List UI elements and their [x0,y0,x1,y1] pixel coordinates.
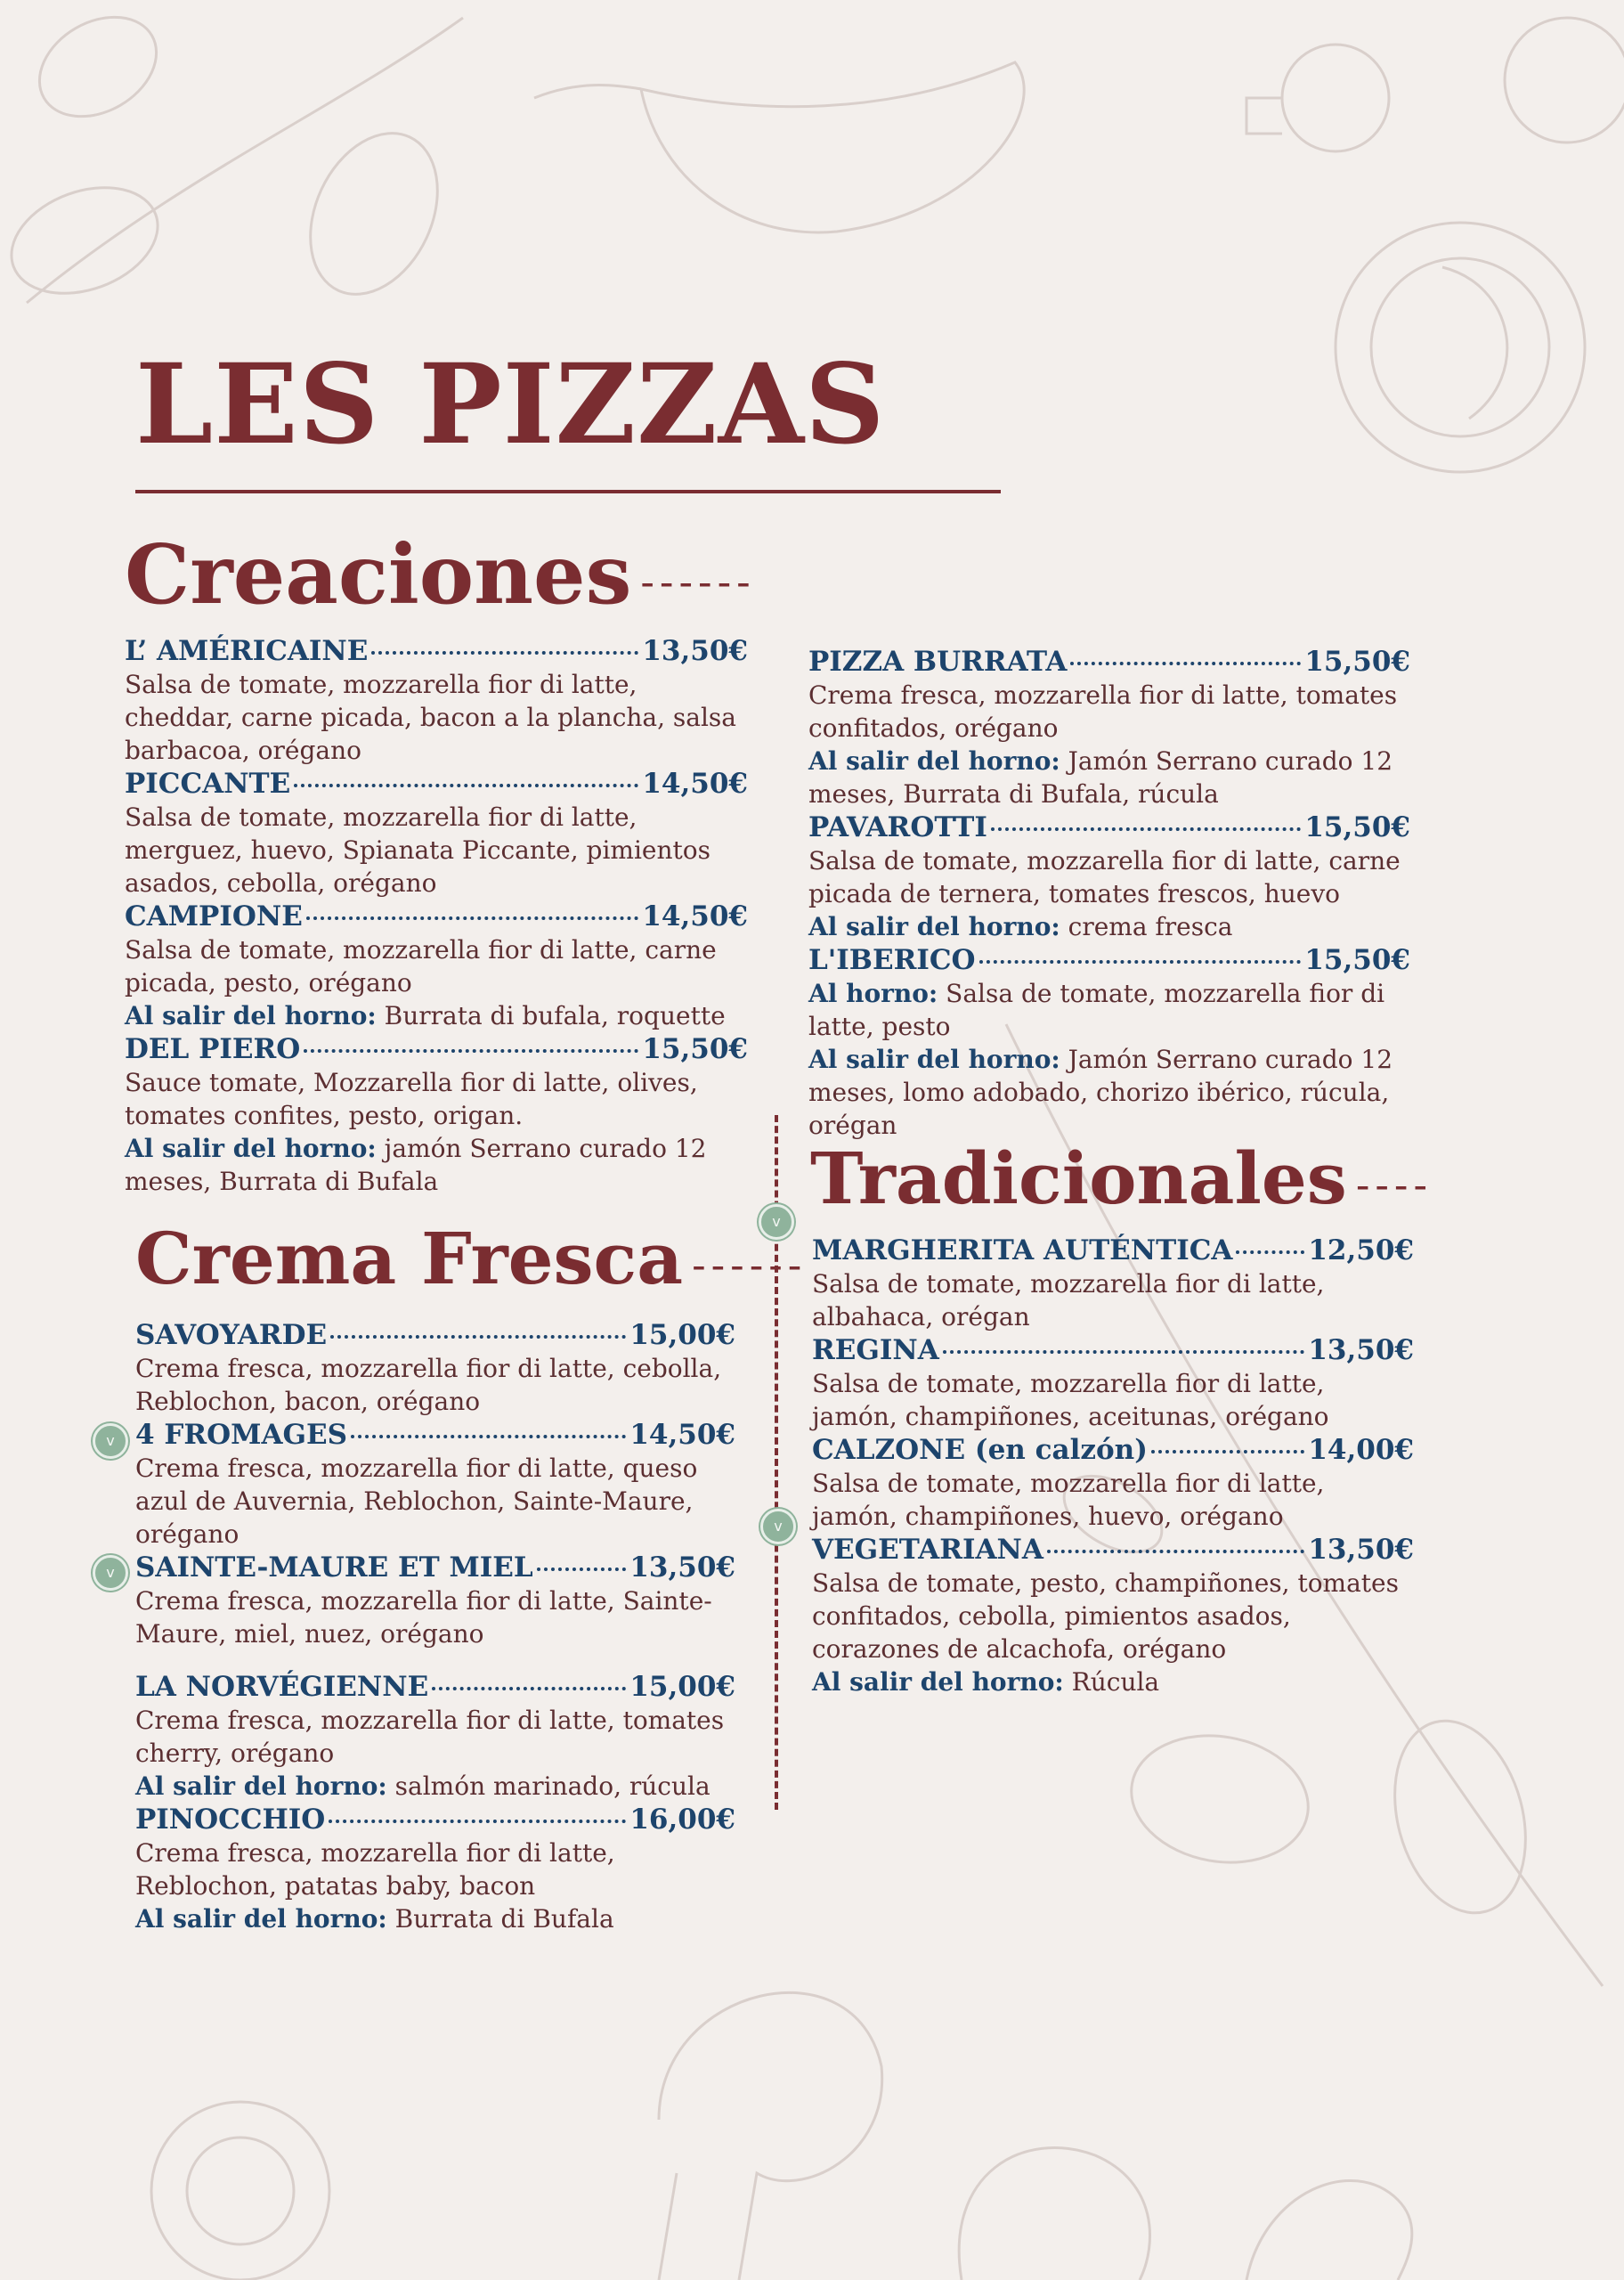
creaciones-list [125,634,748,1198]
tradicionales-list [812,1234,1414,1698]
item-description: Crema fresca, mozzarella fior di latte, Reblochon, patatas baby, bacon [135,1838,615,1901]
after-oven-note [135,1902,735,1935]
menu-item-piccante [125,767,748,900]
leader-dots [991,827,1301,831]
menu-item-americaine [125,634,748,767]
after-oven-text: jamón Serrano curado 12 meses, Burrata di Bufala [125,1134,707,1196]
vegetarian-leaf-icon: v [760,1509,796,1544]
after-oven-text: Burrata di bufala, roquette [384,1001,726,1030]
after-oven-label: Al salir del horno: [812,1667,1064,1697]
section-heading-crema-fresca [135,1209,807,1314]
item-price: 13,50€ [642,635,748,667]
item-description: Salsa de tomate, mozzarella fior di latte, carne picada, pesto, orégano [125,935,717,998]
menu-item-sainte-maure-et-miel [135,1551,735,1650]
menu-item-calzone [812,1433,1414,1533]
vegetarian-leaf-icon: v [93,1423,128,1459]
after-oven-text: Jamón Serrano curado 12 meses, Burrata di Bufala, rúcula [808,746,1393,809]
item-name: LA NORVÉGIENNE [135,1671,429,1703]
after-oven-label: Al salir del horno: [808,1045,1060,1074]
menu-item-la-norvegienne [135,1670,735,1803]
menu-item-4-fromages [135,1418,735,1551]
item-description: Crema fresca, mozzarella fior di latte, tomates cherry, orégano [135,1706,725,1768]
menu-item-pavarotti [808,810,1410,943]
after-oven-label: Al salir del horno: [135,1771,387,1801]
leader-dots [329,1820,626,1823]
item-name: SAINTE-MAURE ET MIEL [135,1551,533,1584]
after-oven-label: Al salir del horno: [135,1904,387,1934]
page-title: LES PIZZAS [135,340,886,469]
item-description: Sauce tomate, Mozzarella fior di latte, olives, tomates confites, pesto, origan. [125,1068,698,1130]
menu-item-iberico [808,943,1410,1142]
leader-dots [537,1568,627,1571]
item-price: 13,50€ [1308,1534,1414,1566]
creaciones-list-right [808,645,1410,1142]
item-name: PINOCCHIO [135,1804,326,1836]
item-price: 14,50€ [642,900,748,932]
after-oven-text: Jamón Serrano curado 12 meses, lomo adobado, chorizo ibérico, rúcula, orégan [808,1045,1393,1140]
after-oven-note [808,745,1410,810]
in-oven-label: Al horno: [808,979,938,1008]
item-price: 12,50€ [1308,1234,1414,1266]
item-description: Salsa de tomate, mozzarella fior di latte, cheddar, carne picada, bacon a la plancha, salsa barbacoa, orégano [125,670,736,765]
heading-dashes: ------ [640,558,756,607]
after-oven-text: Rúcula [1071,1667,1160,1697]
item-name: DEL PIERO [125,1033,301,1065]
menu-item-regina [812,1333,1414,1433]
after-oven-note [812,1665,1414,1698]
section-heading-tradicionales [810,1129,1433,1234]
heading-dashes: ------ [692,1241,808,1290]
leader-dots [294,784,638,787]
leader-dots [371,651,638,655]
item-name: L’ AMÉRICAINE [125,635,369,667]
item-name: 4 FROMAGES [135,1419,347,1451]
item-name: REGINA [812,1334,939,1366]
leader-dots [943,1350,1305,1354]
item-name: L'IBERICO [808,944,976,976]
after-oven-note [125,999,748,1032]
in-oven-note [808,977,1410,1043]
item-price: 16,00€ [629,1804,735,1836]
after-oven-note [125,1132,748,1198]
leader-dots [306,916,639,920]
leader-dots [1236,1250,1304,1254]
section-heading-text: Crema Fresca [135,1217,684,1300]
leader-dots [1047,1550,1304,1553]
item-name: PAVAROTTI [808,811,987,843]
after-oven-text: crema fresca [1068,912,1233,941]
spacer [135,1650,735,1670]
leader-dots [1070,662,1301,665]
item-description: Salsa de tomate, mozzarella fior di latte, jamón, champiñones, huevo, orégano [812,1469,1325,1531]
item-price: 14,50€ [642,768,748,800]
item-description: Salsa de tomate, mozzarella fior di latte, jamón, champiñones, aceitunas, orégano [812,1369,1329,1431]
item-description: Crema fresca, mozzarella fior di latte, queso azul de Auvernia, Reblochon, Sainte-Maure, orégano [135,1454,698,1549]
item-name: VEGETARIANA [812,1534,1043,1566]
menu-item-del-piero [125,1032,748,1198]
section-heading-creaciones [125,525,756,631]
leader-dots [1151,1450,1304,1454]
after-oven-label: Al salir del horno: [125,1001,377,1030]
leader-dots [351,1435,626,1438]
section-heading-text: Tradicionales [810,1136,1347,1220]
item-description: Crema fresca, mozzarella fior di latte, Sainte-Maure, miel, nuez, orégano [135,1586,712,1649]
menu-item-vegetariana [812,1533,1414,1698]
item-name: SAVOYARDE [135,1319,328,1351]
item-price: 15,50€ [1304,811,1410,843]
leader-dots [432,1687,626,1690]
item-description: Crema fresca, mozzarella fior di latte, tomates confitados, orégano [808,680,1398,743]
item-price: 15,50€ [642,1033,748,1065]
item-price: 13,50€ [629,1551,735,1584]
item-price: 14,00€ [1308,1434,1414,1466]
leader-dots [330,1335,626,1339]
after-oven-text: Burrata di Bufala [394,1904,614,1934]
item-description: Salsa de tomate, mozzarella fior di latte, merguez, huevo, Spianata Piccante, pimientos asados, cebolla, orégano [125,802,710,898]
item-name: CAMPIONE [125,900,303,932]
section-heading-text: Creaciones [125,526,632,623]
leader-dots [979,960,1302,964]
item-name: MARGHERITA AUTÉNTICA [812,1234,1233,1266]
in-oven-text: Salsa de tomate, mozzarella fior di latte, pesto [808,979,1385,1041]
after-oven-note [135,1770,735,1803]
vegetarian-leaf-icon: v [93,1555,128,1591]
item-description: Salsa de tomate, mozzarella fior di latte, carne picada de ternera, tomates frescos, huevo [808,846,1401,908]
item-name: PIZZA BURRATA [808,646,1068,678]
after-oven-label: Al salir del horno: [125,1134,377,1163]
item-price: 15,50€ [1304,944,1410,976]
menu-item-pinocchio [135,1803,735,1935]
item-price: 13,50€ [1308,1334,1414,1366]
menu-item-margherita-autentica [812,1234,1414,1333]
item-description: Salsa de tomate, mozzarella fior di latte, albahaca, orégan [812,1269,1325,1331]
menu-item-campione [125,900,748,1032]
title-underline [135,490,1001,493]
after-oven-note [808,1043,1410,1142]
item-price: 15,50€ [1304,646,1410,678]
after-oven-note [808,910,1410,943]
after-oven-text: salmón marinado, rúcula [394,1771,710,1801]
crema-fresca-list [135,1318,735,1935]
item-name: CALZONE (en calzón) [812,1434,1148,1466]
vegetarian-leaf-icon: v [759,1204,794,1240]
item-name: PICCANTE [125,768,291,800]
after-oven-label: Al salir del horno: [808,912,1060,941]
menu-item-savoyarde [135,1318,735,1418]
leader-dots [304,1049,638,1053]
item-description: Crema fresca, mozzarella fior di latte, cebolla, Reblochon, bacon, orégano [135,1354,722,1416]
item-price: 15,00€ [629,1319,735,1351]
item-price: 14,50€ [629,1419,735,1451]
item-description: Salsa de tomate, pesto, champiñones, tomates confitados, cebolla, pimientos asados, corazones de alcachofa, orégano [812,1568,1399,1664]
item-price: 15,00€ [629,1671,735,1703]
after-oven-label: Al salir del horno: [808,746,1060,776]
heading-dashes: ---- [1355,1160,1433,1209]
menu-item-pizza-burrata [808,645,1410,810]
